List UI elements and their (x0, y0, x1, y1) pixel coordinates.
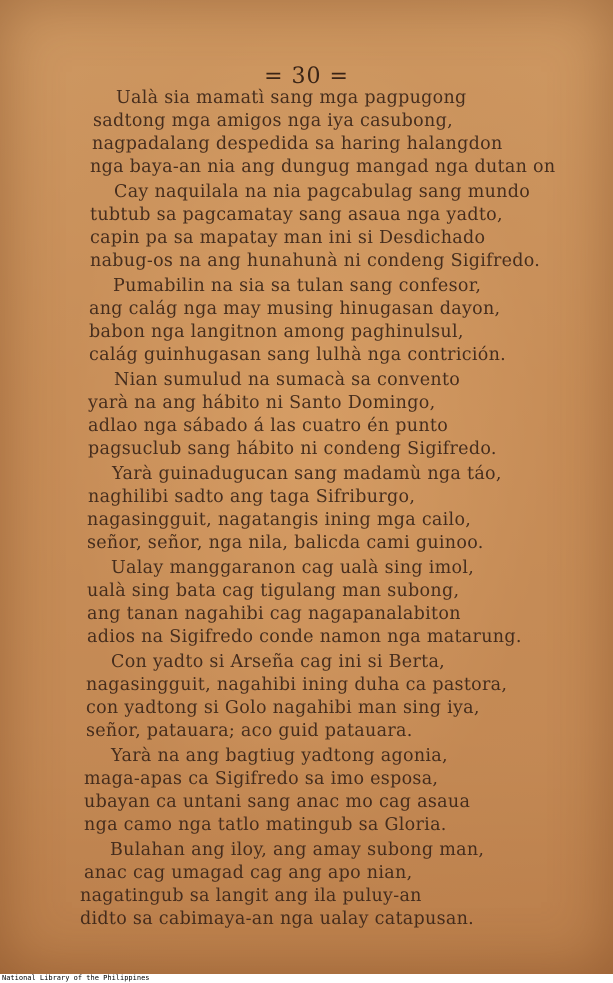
poem-line: ang tanan nagahibi cag nagapanalabiton (87, 604, 461, 624)
poem-line: Cay naquilala na nia pagcabulag sang mundo (114, 182, 531, 202)
poem-line: señor, señor, nga nila, balicda cami guinoo. (87, 533, 484, 553)
poem-line: tubtub sa pagcamatay sang asaua nga yadto, (90, 205, 503, 225)
poem-line: Con yadto si Arseña cag ini si Berta, (111, 652, 446, 672)
poem-line: Nian sumulud na sumacà sa convento (114, 370, 461, 390)
poem-line: maga-apas ca Sigifredo sa imo esposa, (84, 769, 439, 789)
poem-line: didto sa cabimaya-an nga ualay catapusan. (80, 909, 475, 929)
poem-line: Yarà guinadugucan sang madamù nga táo, (112, 464, 502, 484)
poem-line: ualà sing bata cag tigulang man subong, (87, 581, 460, 601)
poem-line: pagsuclub sang hábito ni condeng Sigifredo. (88, 439, 497, 459)
poem-line: nagpadalang despedida sa haring halangdon (92, 134, 503, 154)
poem-line: Pumabilin na sia sa tulan sang confesor, (113, 276, 482, 296)
poem-line: Bulahan ang iloy, ang amay subong man, (110, 840, 485, 860)
poem-line: nabug-os na ang hunahunà ni condeng Sigifredo. (90, 251, 541, 271)
poem-line: ubayan ca untani sang anac mo cag asaua (84, 792, 471, 812)
poem-line: señor, patauara; aco guid patauara. (86, 721, 413, 741)
poem-line: Ualay manggaranon cag ualà sing imol, (111, 558, 475, 578)
poem-line: babon nga langitnon among paghinulsul, (89, 322, 464, 342)
poem-line: calág guinhugasan sang lulhà nga contrición. (89, 345, 507, 365)
library-credit: National Library of the Philippines (2, 974, 150, 982)
poem-line: con yadtong si Golo nagahibi man sing iya, (86, 698, 480, 718)
poem-line: nagatingub sa langit ang ila puluy-an (80, 886, 422, 906)
poem-line: ang calág nga may musing hinugasan dayon, (89, 299, 501, 319)
poem-line: nagasingguit, nagatangis ining mga cailo, (87, 510, 472, 530)
page-number: = 30 = (264, 64, 349, 89)
poem-line: adlao nga sábado á las cuatro én punto (88, 416, 449, 436)
poem-line: nga baya-an nia ang dungug mangad nga dutan on (90, 157, 556, 177)
poem-line: nga camo nga tatlo matingub sa Gloria. (84, 815, 447, 835)
poem-line: yarà na ang hábito ni Santo Domingo, (88, 393, 436, 413)
poem-line: Ualà sia mamatì sang mga pagpugong (116, 88, 467, 108)
poem-line: capin pa sa mapatay man ini si Desdichado (90, 228, 486, 248)
poem-line: nagasingguit, nagahibi ining duha ca pastora, (86, 675, 508, 695)
poem-line: anac cag umagad cag ang apo nian, (84, 863, 413, 883)
poem-line: naghilibi sadto ang taga Sifriburgo, (88, 487, 416, 507)
footer-bar (0, 974, 613, 983)
poem-line: Yarà na ang bagtiug yadtong agonia, (111, 746, 448, 766)
poem-line: sadtong mga amigos nga iya casubong, (93, 111, 453, 131)
poem-line: adios na Sigifredo conde namon nga matarung. (87, 627, 522, 647)
